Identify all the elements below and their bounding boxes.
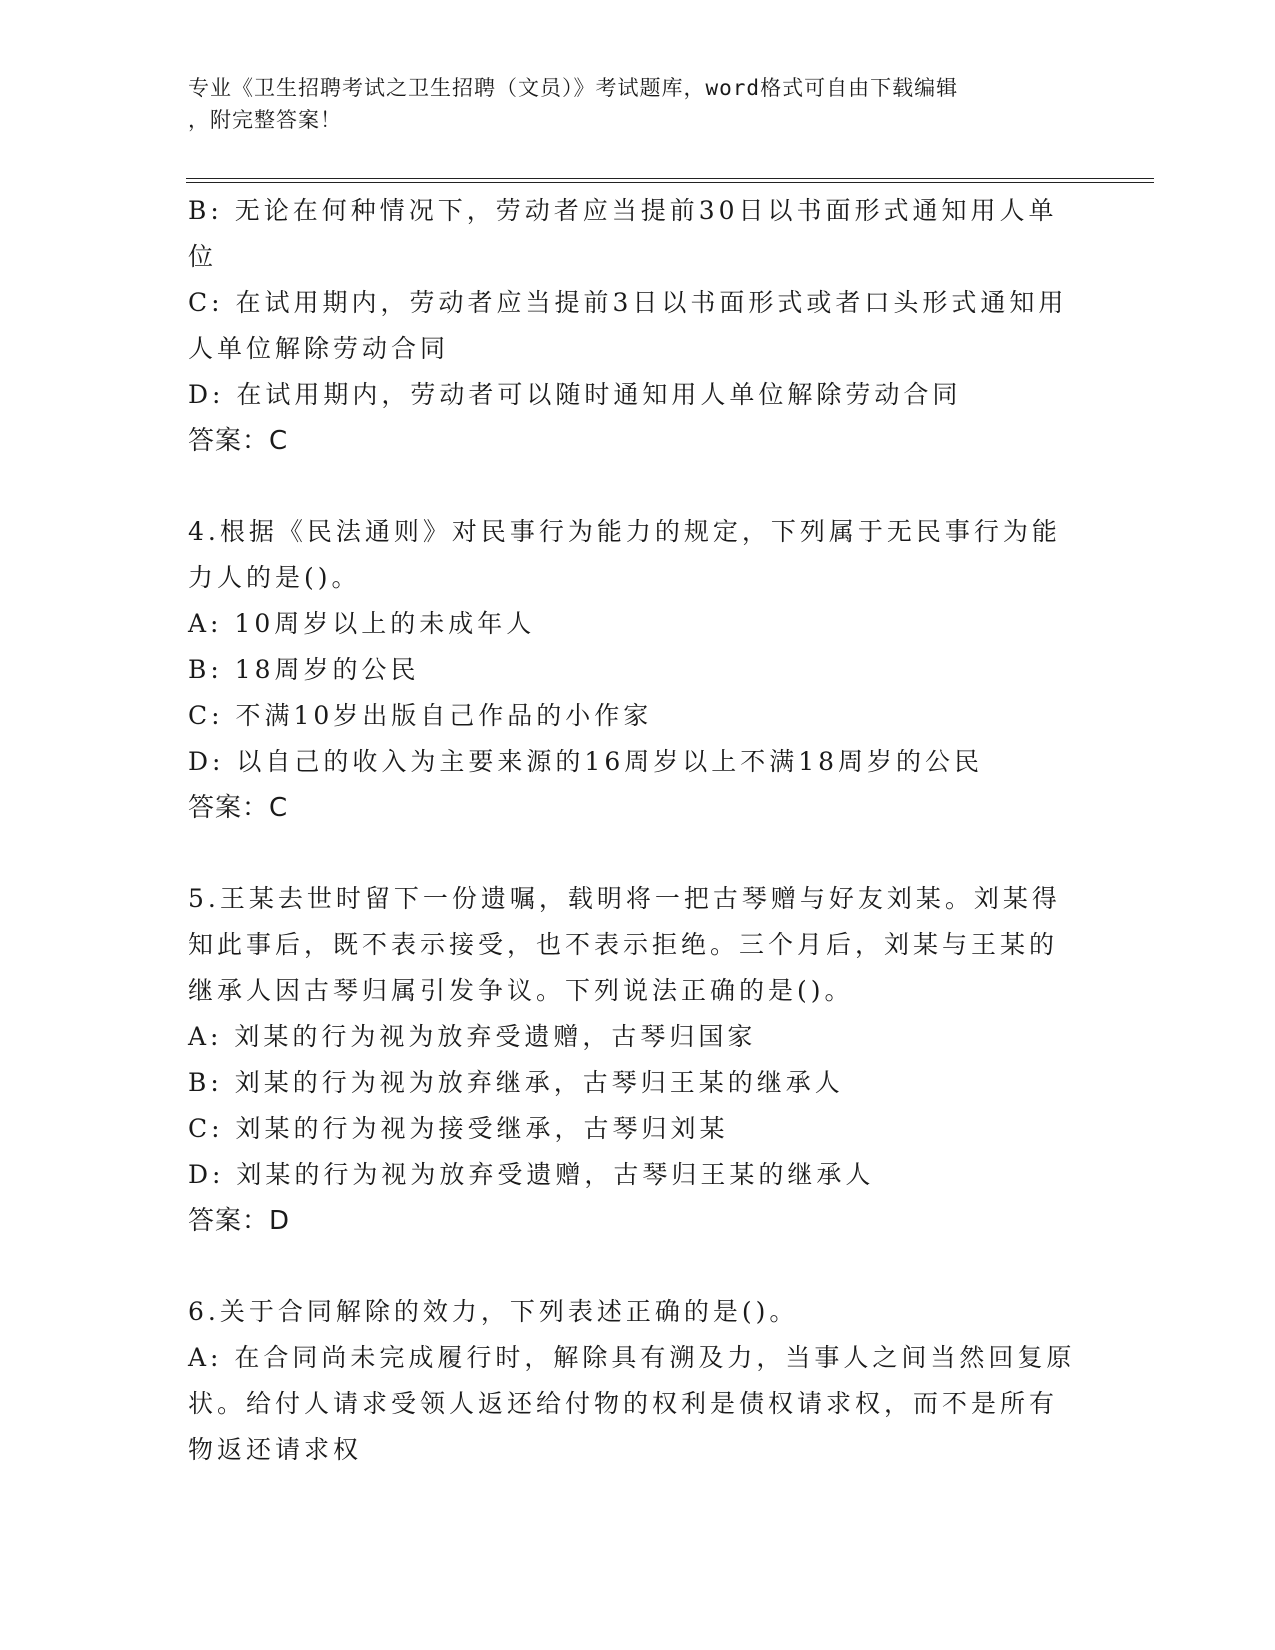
q3-option-c-line-2: 人单位解除劳动合同 [188, 334, 450, 363]
q4-option-b: B: 18周岁的公民 [188, 655, 420, 684]
document-body [188, 188, 1078, 1473]
q4-stem-line-2: 力人的是()。 [188, 563, 361, 592]
q3-answer: 答案：C [188, 426, 289, 456]
header-line-2: ，附完整答案！ [188, 108, 342, 132]
q4-option-a: A: 10周岁以上的未成年人 [188, 609, 536, 638]
question-3-continued [188, 188, 1078, 464]
q4-stem-line-1: 4.根据《民法通则》对民事行为能力的规定，下列属于无民事行为能 [188, 517, 1061, 546]
spacer [188, 464, 1078, 509]
q3-option-b-line-1: B: 无论在何种情况下，劳动者应当提前30日以书面形式通知用人单 [188, 196, 1058, 225]
q5-option-c: C: 刘某的行为视为接受继承，古琴归刘某 [188, 1114, 729, 1143]
q5-answer: 答案：D [188, 1206, 291, 1236]
q5-stem-line-3: 继承人因古琴归属引发争议。下列说法正确的是()。 [188, 976, 854, 1005]
spacer [188, 1244, 1078, 1289]
q4-option-d: D: 以自己的收入为主要来源的16周岁以上不满18周岁的公民 [188, 747, 984, 776]
q3-option-d: D: 在试用期内，劳动者可以随时通知用人单位解除劳动合同 [188, 380, 962, 409]
q5-stem-line-2: 知此事后，既不表示接受，也不表示拒绝。三个月后，刘某与王某的 [188, 930, 1059, 959]
question-5 [188, 876, 1078, 1244]
q5-option-b: B: 刘某的行为视为放弃继承，古琴归王某的继承人 [188, 1068, 844, 1097]
q5-stem-line-1: 5.王某去世时留下一份遗嘱，载明将一把古琴赠与好友刘某。刘某得 [188, 884, 1061, 913]
q4-option-c: C: 不满10岁出版自己作品的小作家 [188, 701, 653, 730]
q6-option-a-line-2: 状。给付人请求受领人返还给付物的权利是债权请求权，而不是所有 [188, 1389, 1059, 1418]
header-line-1: 专业《卫生招聘考试之卫生招聘（文员）》考试题库，word格式可自由下载编辑 [188, 76, 959, 100]
q4-answer: 答案：C [188, 793, 289, 823]
question-4 [188, 509, 1078, 831]
q5-option-d: D: 刘某的行为视为放弃受遗赠，古琴归王某的继承人 [188, 1160, 875, 1189]
q3-option-b-line-2: 位 [188, 242, 218, 271]
header-divider [186, 178, 1154, 183]
q6-option-a-line-3: 物返还请求权 [188, 1435, 363, 1464]
q6-option-a-line-1: A: 在合同尚未完成履行时，解除具有溯及力，当事人之间当然回复原 [188, 1343, 1076, 1372]
q5-option-a: A: 刘某的行为视为放弃受遗赠，古琴归国家 [188, 1022, 757, 1051]
document-header [188, 72, 1068, 136]
spacer [188, 831, 1078, 876]
q3-option-c-line-1: C: 在试用期内，劳动者应当提前3日以书面形式或者口头形式通知用 [188, 288, 1068, 317]
question-6 [188, 1289, 1078, 1473]
q6-stem: 6.关于合同解除的效力，下列表述正确的是()。 [188, 1297, 799, 1326]
